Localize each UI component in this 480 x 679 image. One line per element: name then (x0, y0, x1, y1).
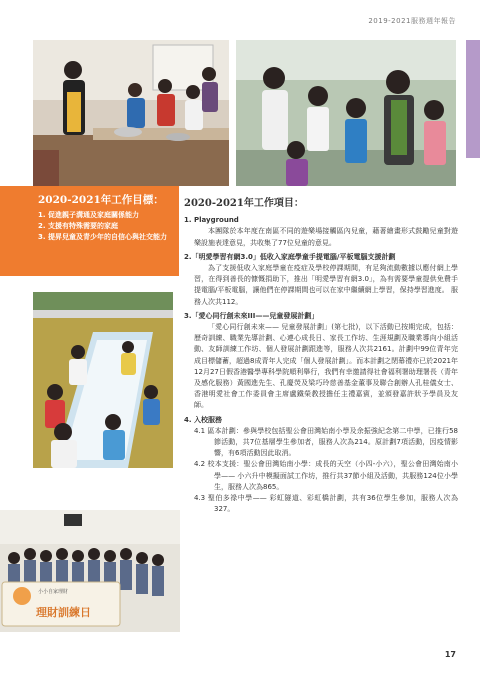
section-body: 「愛心同行創未來—— 兒童發展計劃」(第七批)，以下活動已按期完成，包括：歷奇訓練、職業先導計劃、心連心成長日、家長工作坊、生涯規劃及職業導向小組活動、友師訓練工作坊、個人發展計劃跟進等，服務人次共2161。計劃中99位青年完成目標儲蓄，超過8成青年人完成「個人發展計劃」。而本計劃之閉幕禮亦已於2021年12月27日假香港醫學專科學院順利舉行，我們有幸邀請得社會福利署助理署長（青年及感化服務）黃國進先生、孔慶熒及梁巧玲慈善基金董事及聯合創辦人孔桂儀女士、香港明愛社會工作委員會主席盧鐵榮教授擔任主禮嘉賓，並頒發嘉許狀予學員及友師。 (194, 323, 458, 410)
sub-item: 4.1 區本計劃：參與學校包括聖公會田灣始南小學及余振強紀念第二中學，已推行58節活動，共7位基層學生參加者，服務人次為214。原計劃7項活動，因疫情影響，有6項活動因此取消。 (194, 426, 458, 458)
cooking-activity-photo (33, 40, 229, 186)
children-group-photo (236, 40, 456, 186)
playground-drawing-photo (33, 292, 173, 468)
page-number: 17 (444, 650, 456, 659)
section-heading: 1. Playground (184, 216, 239, 225)
report-header: 2019-2021服務週年報告 (368, 17, 456, 25)
section-heading: 2.「明愛學習有網3.0」低收入家庭學童手提電腦/平板電腦支援計劃 (184, 252, 396, 261)
section-body: 本團隊於本年度在南區不同的遊樂場接觸區內兒童，藉著繪畫形式鼓勵兒童對遊樂設施表達意見，共收集了77位兒童的意見。 (194, 227, 458, 247)
goal-item: 1. 促進親子溝通及家庭關係能力 (38, 211, 139, 219)
section-heading: 3.「愛心同行創未來III——兒童發展計劃」 (184, 311, 319, 320)
financial-training-photo (0, 510, 180, 632)
goals-title: 2020-2021年工作目標： (38, 194, 164, 206)
section-color-bar (466, 40, 480, 158)
sub-item: 4.3 聖伯多祿中學—— 彩虹隧道、彩虹橋計劃，共有36位學生參加，服務人次為327。 (194, 494, 458, 514)
work-items-title: 2020-2021年工作項目： (184, 198, 304, 209)
sub-item: 4.2 校本支援：聖公會田灣始南小學：成長的天空（小四-小六），聖公會田灣始南小學—— 小六升中模擬面試工作坊，推行共37節小組及活動，共服務124位小學生，服務人次為865。 (194, 460, 458, 491)
section-body: 為了支援低收入家庭學童在疫症及學校停課期間，有足夠流動數據以應付網上學習，在得到善長的慷慨捐助下，推出「明愛學習有網3.0」，為有需要學童提供免費手提電腦/平板電腦，讓他們在停課期間也可以在家中繼續網上學習，保持學習進度。 服務人次共112。 (194, 264, 458, 306)
banner-subtext: 小小自家理財 (38, 589, 69, 595)
goal-item: 2. 支援有特殊需要的家庭 (38, 222, 118, 230)
work-goals-box (0, 186, 179, 276)
banner-title: 理財訓練日 (36, 606, 91, 619)
goal-item: 3. 提昇兒童及青少年的自信心與社交能力 (38, 233, 167, 241)
goals-list (38, 210, 174, 243)
section-heading: 4. 入校服務 (184, 415, 222, 424)
work-items-section (184, 198, 458, 515)
